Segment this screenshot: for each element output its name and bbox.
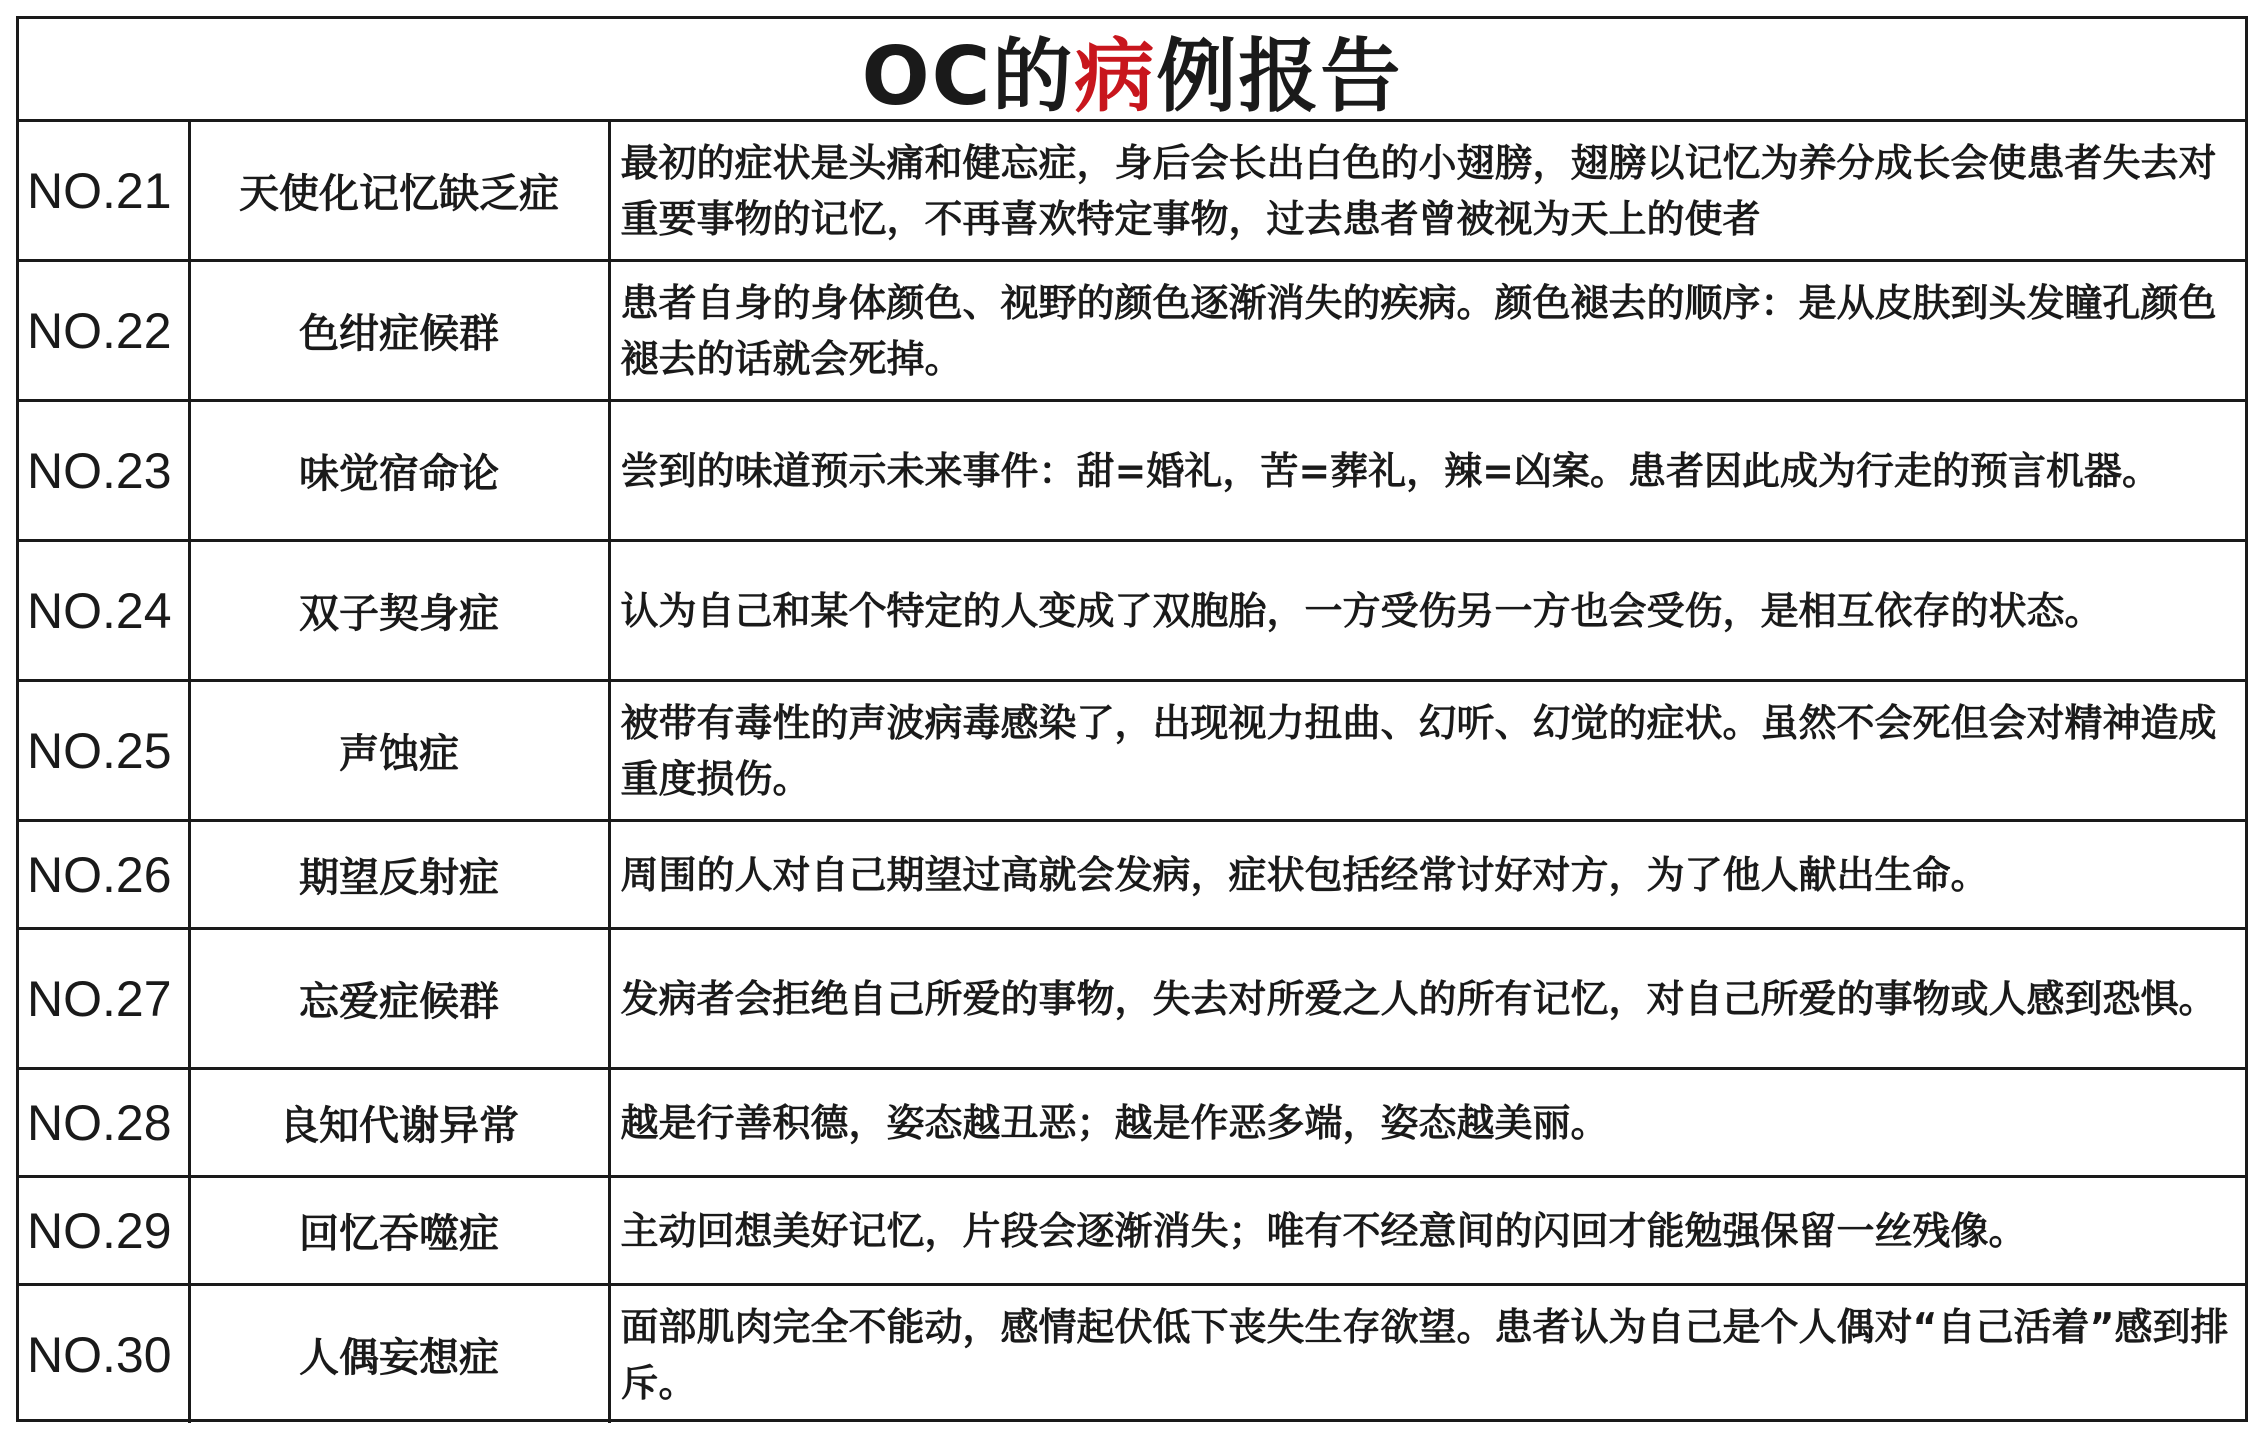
disease-name: 声蚀症 (189, 681, 609, 821)
case-number: NO.24 (19, 541, 189, 681)
disease-description: 患者自身的身体颜色、视野的颜色逐渐消失的疾病。颜色褪去的顺序：是从皮肤到头发瞳孔颜色褪去的话就会死掉。 (609, 261, 2245, 401)
case-number: NO.25 (19, 681, 189, 821)
disease-name: 良知代谢异常 (189, 1069, 609, 1177)
title-prefix: OC的 (861, 29, 1075, 123)
table-row (19, 1069, 2245, 1177)
table-row (19, 929, 2245, 1069)
case-number: NO.30 (19, 1285, 189, 1424)
case-number: NO.27 (19, 929, 189, 1069)
table-row (19, 1177, 2245, 1285)
disease-name: 期望反射症 (189, 821, 609, 929)
case-number: NO.22 (19, 261, 189, 401)
disease-description: 认为自己和某个特定的人变成了双胞胎，一方受伤另一方也会受伤，是相互依存的状态。 (609, 541, 2245, 681)
table-row (19, 541, 2245, 681)
disease-name: 忘爱症候群 (189, 929, 609, 1069)
table-row (19, 401, 2245, 541)
table-row (19, 1285, 2245, 1424)
disease-description: 被带有毒性的声波病毒感染了，出现视力扭曲、幻听、幻觉的症状。虽然不会死但会对精神造成重度损伤。 (609, 681, 2245, 821)
case-number: NO.29 (19, 1177, 189, 1285)
disease-name: 天使化记忆缺乏症 (189, 122, 609, 261)
table-row (19, 681, 2245, 821)
disease-description: 面部肌肉完全不能动，感情起伏低下丧失生存欲望。患者认为自己是个人偶对“自己活着”感到排斥。 (609, 1285, 2245, 1424)
disease-name: 味觉宿命论 (189, 401, 609, 541)
case-report-sheet (16, 16, 2248, 1422)
disease-name: 色绀症候群 (189, 261, 609, 401)
case-number: NO.23 (19, 401, 189, 541)
disease-description: 最初的症状是头痛和健忘症，身后会长出白色的小翅膀，翅膀以记忆为养分成长会使患者失去对重要事物的记忆，不再喜欢特定事物，过去患者曾被视为天上的使者 (620, 140, 2217, 241)
title-highlight: 病 (1074, 29, 1157, 123)
case-table (19, 122, 2245, 1423)
table-row (19, 261, 2245, 401)
title-suffix: 例报告 (1156, 29, 1403, 123)
disease-description: 主动回想美好记忆，片段会逐渐消失；唯有不经意间的闪回才能勉强保留一丝残像。 (609, 1177, 2245, 1285)
case-number: NO.28 (19, 1069, 189, 1177)
disease-description: 尝到的味道预示未来事件：甜=婚礼，苦=葬礼，辣=凶案。患者因此成为行走的预言机器。 (609, 401, 2245, 541)
disease-description: 发病者会拒绝自己所爱的事物，失去对所爱之人的所有记忆，对自己所爱的事物或人感到恐惧。 (609, 929, 2245, 1069)
disease-name: 回忆吞噬症 (189, 1177, 609, 1285)
disease-name: 人偶妄想症 (189, 1285, 609, 1424)
page-title (19, 19, 2245, 122)
case-number: NO.26 (19, 821, 189, 929)
table-row (19, 821, 2245, 929)
table-row (19, 122, 2245, 261)
disease-description: 周围的人对自己期望过高就会发病，症状包括经常讨好对方，为了他人献出生命。 (609, 821, 2245, 929)
disease-name: 双子契身症 (189, 541, 609, 681)
disease-description: 越是行善积德，姿态越丑恶；越是作恶多端，姿态越美丽。 (609, 1069, 2245, 1177)
case-number: NO.21 (19, 122, 189, 261)
